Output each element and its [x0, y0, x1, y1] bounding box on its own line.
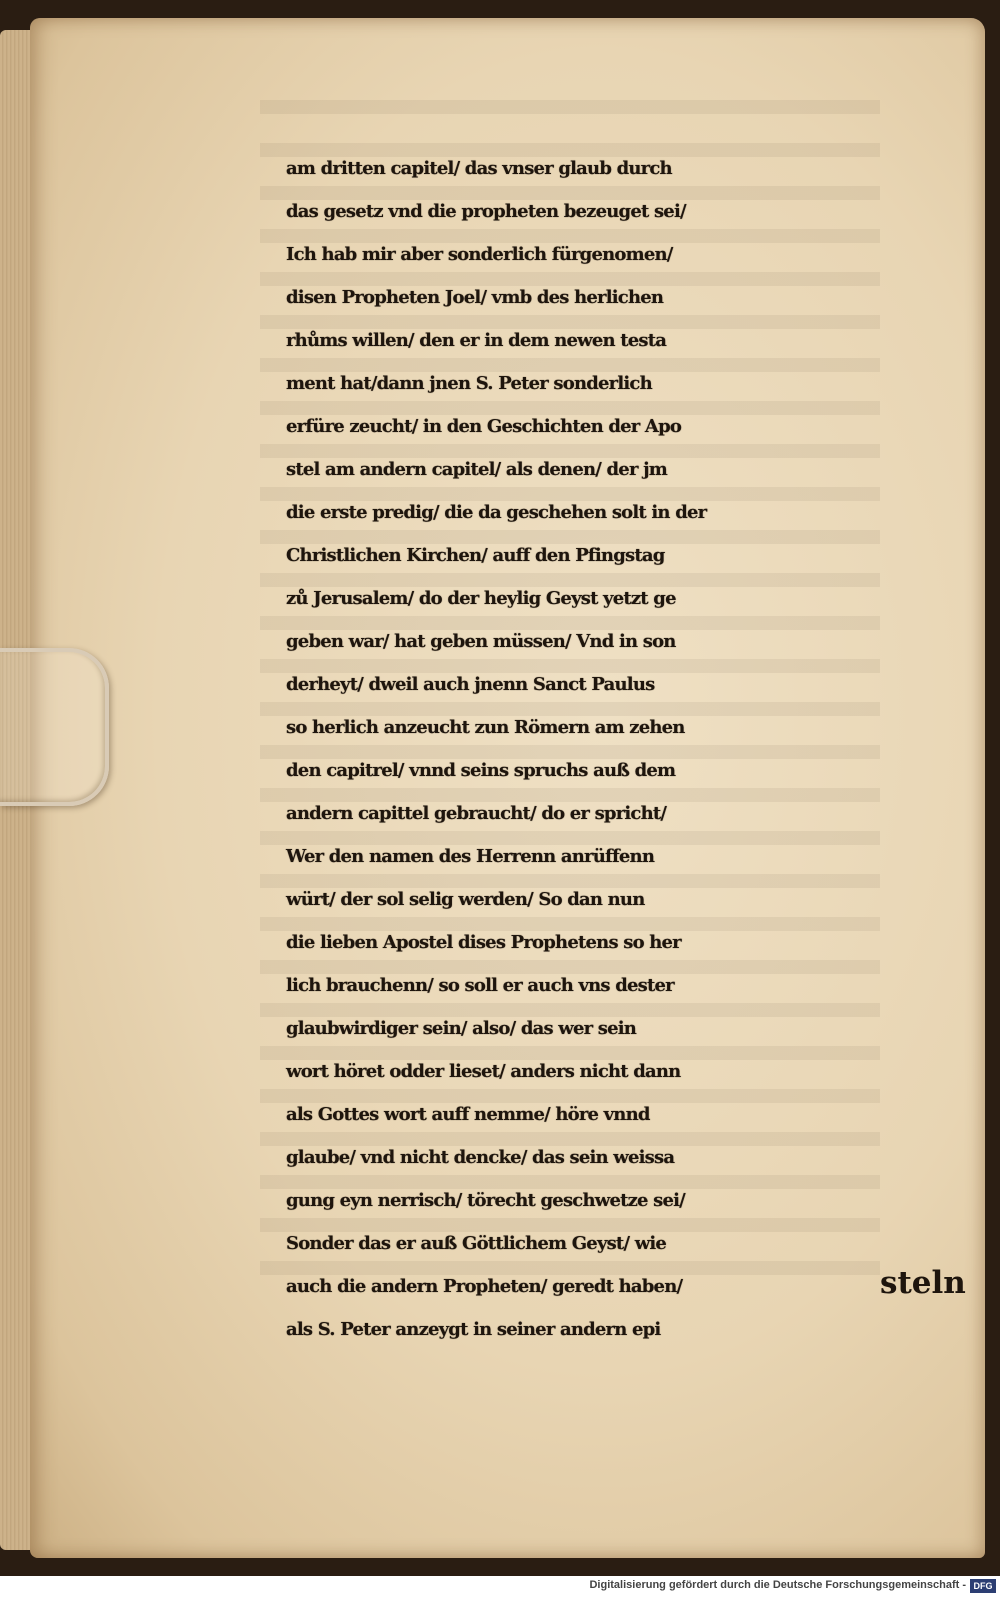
funding-credit: Digitalisierung gefördert durch die Deutsche Forschungsgemeinschaft - — [589, 1579, 966, 1591]
text-line: würt/ der sol selig werden/ So dan nun — [286, 889, 645, 910]
text-line: ment hat/dann jnen S. Peter sonderlich — [286, 373, 652, 394]
text-line: den capitrel/ vnnd seins spruchs auß dem — [286, 760, 676, 781]
page-clip — [0, 648, 109, 806]
text-line: so herlich anzeucht zun Römern am zehen — [286, 717, 685, 738]
text-line: als S. Peter anzeygt in seiner andern epi — [286, 1319, 661, 1340]
footer-bar — [0, 1576, 1000, 1597]
text-line: als Gottes wort auff nemme/ höre vnnd — [286, 1104, 650, 1125]
text-line: zů Jerusalem/ do der heylig Geyst yetzt ge — [286, 588, 676, 609]
text-line: andern capittel gebraucht/ do er spricht/ — [286, 803, 667, 824]
text-line: Wer den namen des Herrenn anrüffenn — [286, 846, 655, 867]
text-line: glaube/ vnd nicht dencke/ das sein weissa — [286, 1147, 675, 1168]
text-line: lich brauchenn/ so soll er auch vns dester — [286, 975, 674, 996]
text-line: Sonder das er auß Göttlichem Geyst/ wie — [286, 1233, 667, 1254]
text-line: die erste predig/ die da geschehen solt in der — [286, 502, 707, 523]
text-line: glaubwirdiger sein/ also/ das wer sein — [286, 1018, 637, 1039]
catchword: steln — [880, 1265, 966, 1301]
text-line: Ich hab mir aber sonderlich fürgenomen/ — [286, 244, 673, 265]
text-line: geben war/ hat geben müssen/ Vnd in son — [286, 631, 676, 652]
text-line: stel am andern capitel/ als denen/ der jm — [286, 459, 668, 480]
text-line: die lieben Apostel dises Prophetens so her — [286, 932, 681, 953]
text-line: erfüre zeucht/ in den Geschichten der Apo — [286, 416, 682, 437]
text-line: Christlichen Kirchen/ auff den Pfingstag — [286, 545, 665, 566]
text-line: derheyt/ dweil auch jnenn Sanct Paulus — [286, 674, 655, 695]
text-line: gung eyn nerrisch/ törecht geschwetze sei/ — [286, 1190, 685, 1211]
text-line: das gesetz vnd die propheten bezeuget sei/ — [286, 201, 686, 222]
text-line: auch die andern Propheten/ geredt haben/ — [286, 1276, 683, 1297]
body-text — [286, 147, 946, 1351]
text-line: am dritten capitel/ das vnser glaub durch — [286, 158, 672, 179]
text-line: disen Propheten Joel/ vmb des herlichen — [286, 287, 664, 308]
dfg-logo: DFG — [970, 1579, 996, 1593]
text-line: wort höret odder lieset/ anders nicht dann — [286, 1061, 681, 1082]
text-line: rhůms willen/ den er in dem newen testa — [286, 330, 667, 351]
